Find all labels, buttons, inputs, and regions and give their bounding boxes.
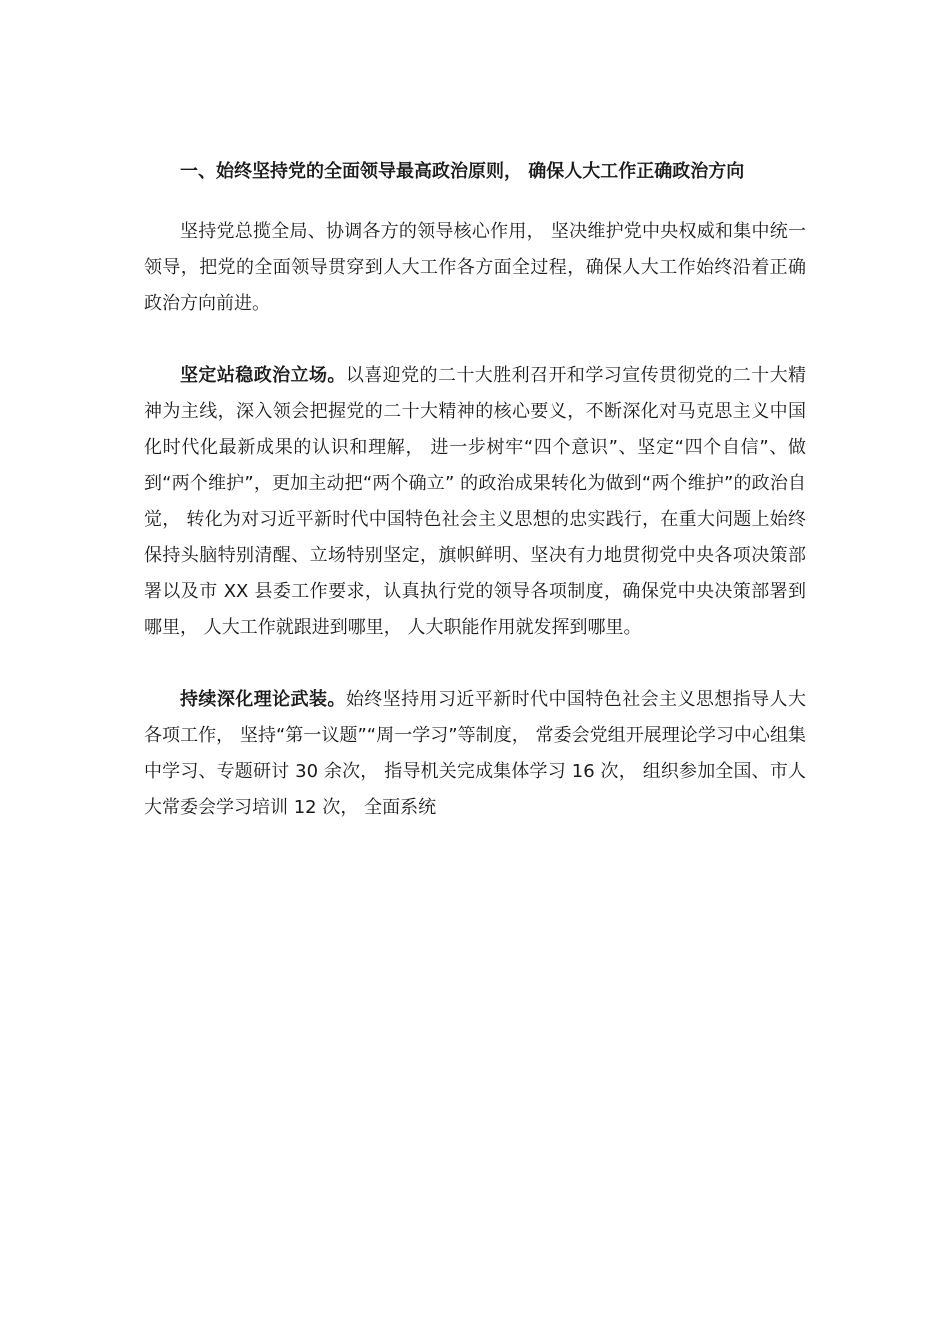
paragraph-theory-study [144,682,806,826]
paragraph-text: 以喜迎党的二十大胜利召开和学习宣传贯彻党的二十大精神为主线，深入领会把握党的二十大精神的核心要义，不断深化对马克思主义中国化时代化最新成果的认识和理解， 进一步树牢“四个意识”、坚定“四个自信”、做到“两个维护”，更加主动把“两个确立” 的政治成果转化为做到“两个维护”的政治自觉， 转化为对习近平新时代中国特色社会主义思想的忠实践行，在重大问题上始终保持头脑特别清醒、立场特别坚定，旗帜鲜明、坚决有力地贯彻党中央各项决策部署以及市 XX 县委工作要求，认真执行党的领导各项制度，确保党中央决策部署到哪里， 人大工作就跟进到哪里， 人大职能作用就发挥到哪里。 [144,365,807,638]
paragraph-political-stance [144,358,806,646]
paragraph-intro [144,214,806,322]
paragraph-lead: 坚定站稳政治立场。 [180,365,346,386]
paragraph-lead: 持续深化理论武装。 [180,689,346,710]
section-heading: 一、始终坚持党的全面领导最高政治原则， 确保人大工作正确政治方向 [180,161,745,182]
document-body [144,154,806,862]
paragraph-text: 坚持党总揽全局、协调各方的领导核心作用， 坚决维护党中央权威和集中统一领导，把党的全面领导贯穿到人大工作各方面全过程，确保人大工作始终沿着正确政治方向前进。 [144,221,806,314]
paragraph-text: 始终坚持用习近平新时代中国特色社会主义思想指导人大各项工作， 坚持“第一议题”“周一学习”等制度， 常委会党组开展理论学习中心组集中学习、专题研讨 30 余次， 指导机关完成集体学习 16 次， 组织参加全国、市人大常委会学习培训 12 次， 全面系统 [144,689,807,818]
